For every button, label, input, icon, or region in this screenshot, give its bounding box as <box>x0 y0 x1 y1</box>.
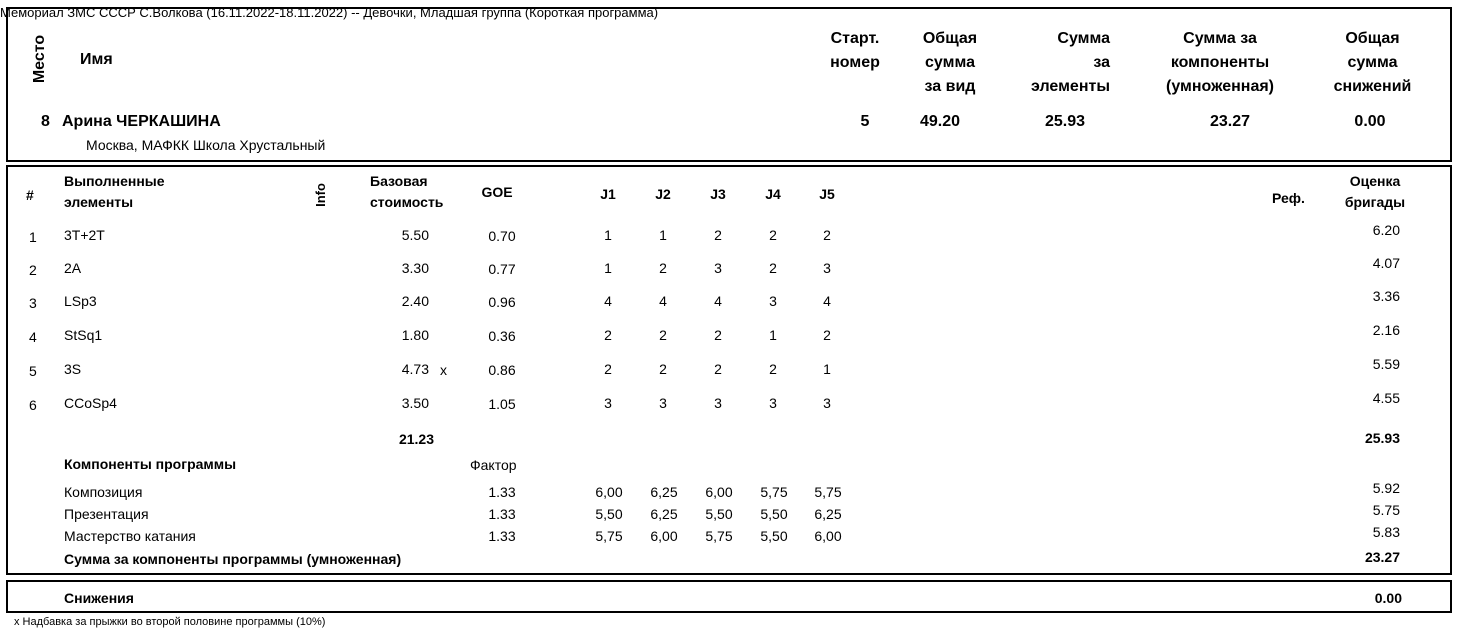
row-judge-2: 1 <box>659 227 667 243</box>
judge-1-header: J1 <box>600 186 616 202</box>
row-mark: x <box>440 362 447 378</box>
row-judge-4: 1 <box>769 327 777 343</box>
row-judge-4: 2 <box>769 227 777 243</box>
row-judge-2: 2 <box>659 260 667 276</box>
row-num: 3 <box>29 295 37 311</box>
row-goe: 0.77 <box>488 261 516 277</box>
component-name: Презентация <box>64 506 149 522</box>
ref-header: Реф. <box>1272 190 1305 206</box>
component-judge-4: 5,50 <box>760 506 788 522</box>
element-header: Выполненные элементы <box>64 173 165 210</box>
row-judge-2: 2 <box>659 361 667 377</box>
component-judge-3: 5,75 <box>705 528 733 544</box>
judge-4-header: J4 <box>765 186 781 202</box>
component-judge-3: 6,00 <box>705 484 733 500</box>
components-total: 23.27 <box>1364 549 1400 565</box>
component-judge-1: 5,50 <box>595 506 623 522</box>
deductions-row-value: 0.00 <box>1374 590 1402 606</box>
row-score: 2.16 <box>1372 322 1400 338</box>
skater-club: Москва, МАФКК Школа Хрустальный <box>86 137 326 153</box>
skater-total: 49.20 <box>919 113 961 130</box>
component-judge-4: 5,50 <box>760 528 788 544</box>
deductions-label: Общая сумма снижений <box>1333 30 1412 95</box>
row-judge-3: 3 <box>714 260 722 276</box>
num-header: # <box>26 187 34 203</box>
row-judge-4: 2 <box>769 361 777 377</box>
row-judge-2: 3 <box>659 395 667 411</box>
row-goe: 0.86 <box>488 362 516 378</box>
place-label: Место <box>31 34 48 84</box>
row-judge-1: 4 <box>604 293 612 309</box>
row-score: 5.59 <box>1372 356 1400 372</box>
component-judge-2: 6,25 <box>650 484 678 500</box>
skater-deductions: 0.00 <box>1354 113 1386 130</box>
skater-name: Арина ЧЕРКАШИНА <box>62 113 221 130</box>
row-element: StSq1 <box>64 327 103 343</box>
deductions-row-label: Снижения <box>64 590 134 606</box>
row-judge-5: 1 <box>823 361 831 377</box>
row-base: 4.73 <box>401 361 429 377</box>
row-judge-3: 2 <box>714 327 722 343</box>
row-element: LSp3 <box>64 293 97 309</box>
row-num: 4 <box>29 329 37 345</box>
row-judge-4: 2 <box>769 260 777 276</box>
component-score: 5.83 <box>1372 524 1400 540</box>
elements-score-label: Сумма за элементы <box>1031 30 1110 95</box>
row-base: 3.30 <box>401 260 429 276</box>
row-base: 1.80 <box>401 327 429 343</box>
component-judge-3: 5,50 <box>705 506 733 522</box>
row-goe: 0.36 <box>488 328 516 344</box>
row-judge-5: 3 <box>823 260 831 276</box>
component-judge-2: 6,00 <box>650 528 678 544</box>
row-base: 3.50 <box>401 395 429 411</box>
judge-3-header: J3 <box>710 186 726 202</box>
component-name: Композиция <box>64 484 143 500</box>
skater-components-score: 23.27 <box>1209 113 1251 130</box>
component-judge-2: 6,25 <box>650 506 678 522</box>
row-judge-1: 2 <box>604 327 612 343</box>
start-no-label: Старт. номер <box>830 30 880 71</box>
row-element: 2A <box>64 260 82 276</box>
component-factor: 1.33 <box>488 484 516 500</box>
row-num: 1 <box>29 229 37 245</box>
components-score-label: Сумма за компоненты (умноженная) <box>1166 30 1274 95</box>
row-score: 4.07 <box>1372 255 1400 271</box>
row-base: 5.50 <box>401 227 429 243</box>
info-header: Info <box>313 183 328 207</box>
row-goe: 1.05 <box>488 396 516 412</box>
row-judge-5: 2 <box>823 227 831 243</box>
row-goe: 0.96 <box>488 294 516 310</box>
deductions-box <box>6 580 1452 613</box>
goe-header: GOE <box>481 184 513 200</box>
row-base: 2.40 <box>401 293 429 309</box>
component-judge-5: 6,00 <box>814 528 842 544</box>
row-judge-1: 3 <box>604 395 612 411</box>
components-title: Компоненты программы <box>64 456 237 472</box>
base-header: Базовая стоимость <box>370 173 444 210</box>
row-judge-1: 1 <box>604 260 612 276</box>
row-judge-5: 4 <box>823 293 831 309</box>
name-label: Имя <box>80 51 113 68</box>
row-element: 3S <box>64 361 82 377</box>
row-judge-4: 3 <box>769 395 777 411</box>
component-factor: 1.33 <box>488 506 516 522</box>
row-judge-3: 3 <box>714 395 722 411</box>
row-judge-3: 2 <box>714 227 722 243</box>
component-score: 5.75 <box>1372 502 1400 518</box>
component-judge-1: 5,75 <box>595 528 623 544</box>
row-judge-3: 2 <box>714 361 722 377</box>
factor-label: Фактор <box>470 457 517 473</box>
row-score: 3.36 <box>1372 288 1400 304</box>
row-judge-5: 3 <box>823 395 831 411</box>
row-judge-1: 1 <box>604 227 612 243</box>
footnote: x Надбавка за прыжки во второй половине программы (10%) <box>14 616 326 628</box>
row-element: CCoSp4 <box>64 395 117 411</box>
component-judge-1: 6,00 <box>595 484 623 500</box>
component-judge-4: 5,75 <box>760 484 788 500</box>
component-score: 5.92 <box>1372 480 1400 496</box>
row-judge-2: 4 <box>659 293 667 309</box>
row-score: 4.55 <box>1372 390 1400 406</box>
component-judge-5: 5,75 <box>814 484 842 500</box>
elements-score-total: 25.93 <box>1364 430 1400 446</box>
score-header: Оценка бригады <box>1344 173 1406 210</box>
skater-place: 8 <box>41 113 50 130</box>
row-goe: 0.70 <box>488 228 516 244</box>
component-factor: 1.33 <box>488 528 516 544</box>
component-name: Мастерство катания <box>64 528 196 544</box>
row-score: 6.20 <box>1372 222 1400 238</box>
skater-start-no: 5 <box>860 113 870 130</box>
row-judge-5: 2 <box>823 327 831 343</box>
judge-2-header: J2 <box>655 186 671 202</box>
component-judge-5: 6,25 <box>814 506 842 522</box>
row-num: 5 <box>29 363 37 379</box>
judge-5-header: J5 <box>819 186 835 202</box>
row-num: 6 <box>29 397 37 413</box>
row-num: 2 <box>29 262 37 278</box>
base-total: 21.23 <box>398 431 434 447</box>
total-score-label: Общая сумма за вид <box>922 30 978 95</box>
row-judge-2: 2 <box>659 327 667 343</box>
components-total-label: Сумма за компоненты программы (умноженная) <box>64 551 402 567</box>
row-judge-4: 3 <box>769 293 777 309</box>
skater-elements-score: 25.93 <box>1044 113 1086 130</box>
row-element: 3T+2T <box>64 227 105 243</box>
event-title: Мемориал ЗМС СССР С.Волкова (16.11.2022-18.11.2022) -- Девочки, Младшая группа (Короткая программа) <box>0 5 659 20</box>
row-judge-1: 2 <box>604 361 612 377</box>
row-judge-3: 4 <box>714 293 722 309</box>
